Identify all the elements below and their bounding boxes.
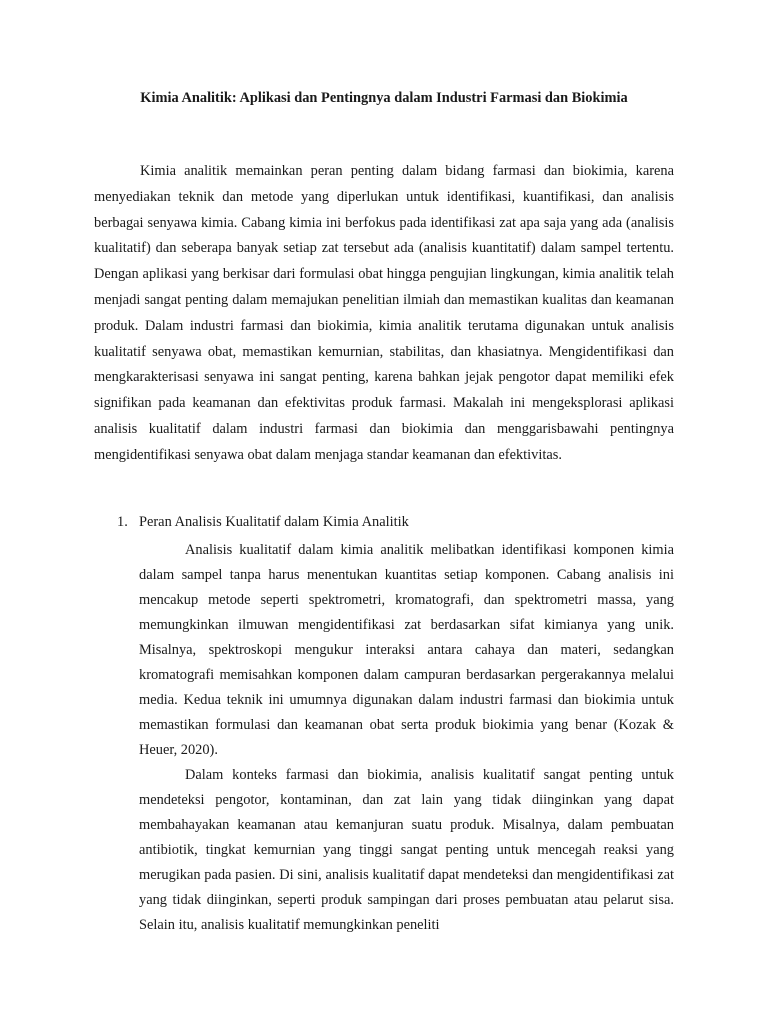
section-heading (94, 512, 674, 532)
intro-paragraph: Kimia analitik memainkan peran penting dalam bidang farmasi dan biokimia, karena menyediakan teknik dan metode yang diperlukan untuk identifikasi, kuantifikasi, dan analisis berbagai senyawa kimia. Cabang kimia ini berfokus pada identifikasi zat apa saja yang ada (analisis kualitatif) dan seberapa banyak setiap zat tersebut ada (analisis kuantitatif) dalam sampel tertentu. Dengan aplikasi yang berkisar dari formulasi obat hingga pengujian lingkungan, kimia analitik telah menjadi sangat penting dalam memajukan penelitian ilmiah dan memastikan kualitas dan keamanan produk. Dalam industri farmasi dan biokimia, kimia analitik terutama digunakan untuk analisis kualitatif senyawa obat, memastikan kemurnian, stabilitas, dan khasiatnya. Mengidentifikasi dan mengkarakterisasi senyawa ini sangat penting, karena bahkan jejak pengotor dapat memiliki efek signifikan pada keamanan dan efektivitas produk farmasi. Makalah ini mengeksplorasi aplikasi analisis kualitatif dalam industri farmasi dan biokimia dan menggarisbawahi pentingnya mengidentifikasi senyawa obat dalam menjaga standar keamanan dan efektivitas. (94, 163, 674, 463)
section-1 (94, 512, 674, 938)
section-body (139, 538, 674, 938)
section-paragraph-1: Analisis kualitatif dalam kimia analitik melibatkan identifikasi komponen kimia dalam sampel tanpa harus menentukan kuantitas setiap komponen. Cabang analisis ini mencakup metode seperti spektrometri, kromatografi, dan spektrometri massa, yang memungkinkan ilmuwan mengidentifikasi zat berdasarkan sifat kimianya yang unik. Misalnya, spektroskopi mengukur interaksi antara cahaya dan materi, sedangkan kromatografi memisahkan komponen dalam campuran berdasarkan pergerakannya melalui media. Kedua teknik ini umumnya digunakan dalam industri farmasi dan biokimia untuk memastikan formulasi dan keamanan obat serta produk biokimia yang benar (Kozak & Heuer, 2020). (139, 542, 674, 758)
page-title: Kimia Analitik: Aplikasi dan Pentingnya dalam Industri Farmasi dan Biokimia (140, 90, 628, 106)
section-heading-text: Peran Analisis Kualitatif dalam Kimia Analitik (139, 514, 409, 530)
section-number: 1. (117, 514, 128, 530)
section-paragraph-2: Dalam konteks farmasi dan biokimia, analisis kualitatif sangat penting untuk mendeteksi pengotor, kontaminan, dan zat lain yang tidak diinginkan yang dapat membahayakan keamanan atau kemanjuran suatu produk. Misalnya, dalam pembuatan antibiotik, tingkat kemurnian yang tinggi sangat penting untuk mencegah reaksi yang merugikan pada pasien. Di sini, analisis kualitatif dapat mendeteksi dan mengidentifikasi zat yang tidak diinginkan, seperti produk sampingan dari proses pembuatan atau pelarut sisa. Selain itu, analisis kualitatif memungkinkan peneliti (139, 767, 674, 933)
